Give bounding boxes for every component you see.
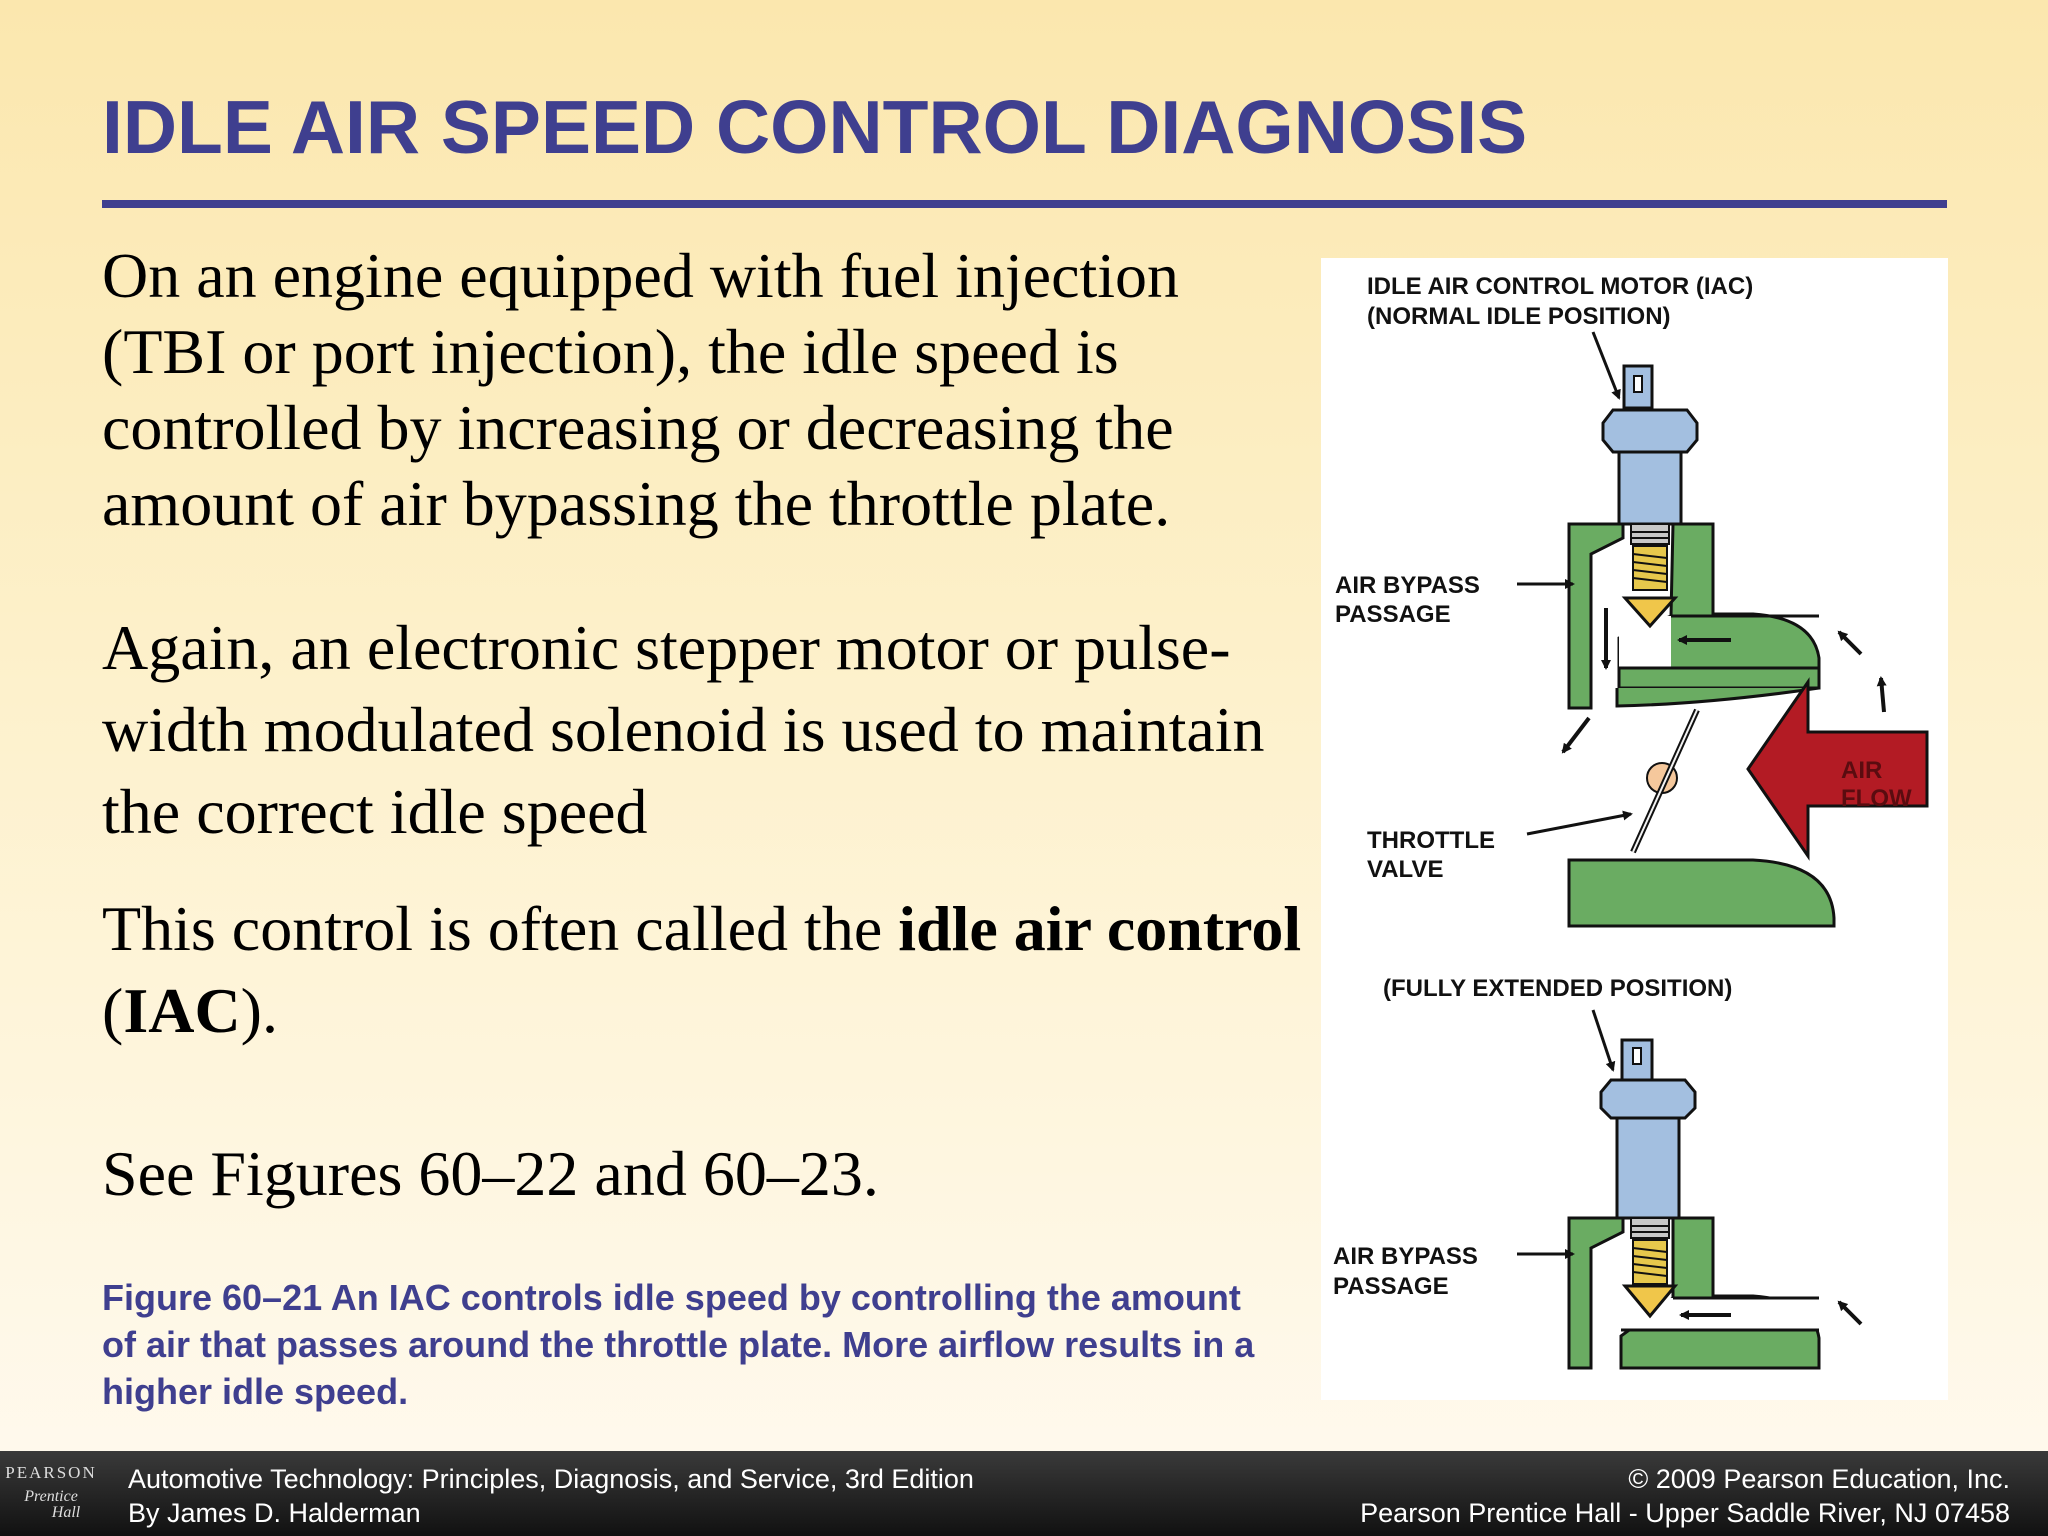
iac-text-suffix: ). bbox=[240, 975, 278, 1046]
airflow-big-arrow bbox=[1748, 682, 1927, 856]
label-airflow-line1: AIR bbox=[1841, 757, 1883, 784]
label-throttle-line1: THROTTLE bbox=[1367, 827, 1495, 854]
iac-motor-bottom bbox=[1601, 1040, 1695, 1218]
throttle-body-bottom bbox=[1569, 1218, 1819, 1368]
iac-leader-arrow bbox=[1593, 332, 1619, 398]
logo-hall: Hall bbox=[51, 1504, 81, 1521]
label-iac-line1: IDLE AIR CONTROL MOTOR (IAC) bbox=[1367, 273, 1754, 300]
label-bypass-top-line1: AIR BYPASS bbox=[1335, 572, 1480, 599]
footer-author: By James D. Halderman bbox=[128, 1498, 421, 1528]
paragraph-fuel-injection: On an engine equipped with fuel injection (TBI or port injection), the idle speed is controlled by increasing or decreasing the amount of air bypassing the throttle plate. bbox=[102, 240, 1180, 539]
throttle-leader-arrow bbox=[1527, 814, 1631, 834]
paragraph-iac-definition bbox=[102, 888, 1302, 1052]
iac-figure bbox=[1321, 258, 1948, 1400]
paragraph-stepper-motor: Again, an electronic stepper motor or pulse-width modulated solenoid is used to maintain the correct idle speed bbox=[102, 612, 1265, 847]
label-bypass-bottom-line1: AIR BYPASS bbox=[1333, 1243, 1478, 1270]
logo-prentice: Prentice bbox=[24, 1488, 78, 1505]
slide-title: IDLE AIR SPEED CONTROL DIAGNOSIS bbox=[102, 85, 1528, 169]
figure-caption: Figure 60–21 An IAC controls idle speed by controlling the amount of air that passes around the throttle plate. More airflow results in a higher idle speed. bbox=[102, 1277, 1255, 1412]
footer-copyright: © 2009 Pearson Education, Inc. bbox=[1628, 1464, 2010, 1494]
label-airflow-line2: FLOW bbox=[1841, 785, 1912, 812]
iac-spring-top bbox=[1625, 524, 1675, 626]
extended-leader-arrow bbox=[1593, 1010, 1613, 1070]
logo-pearson: PEARSON bbox=[5, 1463, 97, 1482]
label-bypass-bottom-line2: PASSAGE bbox=[1333, 1273, 1449, 1300]
label-iac-line2: (NORMAL IDLE POSITION) bbox=[1367, 303, 1671, 330]
label-throttle-line2: VALVE bbox=[1367, 856, 1444, 883]
paragraph-see-figures: See Figures 60–22 and 60–23. bbox=[102, 1138, 879, 1209]
iac-text-prefix: This control is often called the bbox=[102, 893, 899, 964]
iac-diagram bbox=[1321, 258, 1948, 1400]
footer-book-title: Automotive Technology: Principles, Diagnosis, and Service, 3rd Edition bbox=[128, 1464, 974, 1494]
label-extended: (FULLY EXTENDED POSITION) bbox=[1383, 975, 1733, 1002]
slide-footer bbox=[0, 1451, 2048, 1536]
iac-term: idle air control bbox=[898, 893, 1302, 964]
title-divider bbox=[102, 200, 1947, 208]
label-bypass-top-line2: PASSAGE bbox=[1335, 601, 1451, 628]
iac-abbreviation: IAC bbox=[123, 975, 241, 1046]
pearson-prentice-hall-logo bbox=[4, 1463, 98, 1533]
footer-publisher: Pearson Prentice Hall - Upper Saddle River, NJ 07458 bbox=[1360, 1498, 2010, 1528]
iac-text-mid: ( bbox=[102, 975, 124, 1046]
